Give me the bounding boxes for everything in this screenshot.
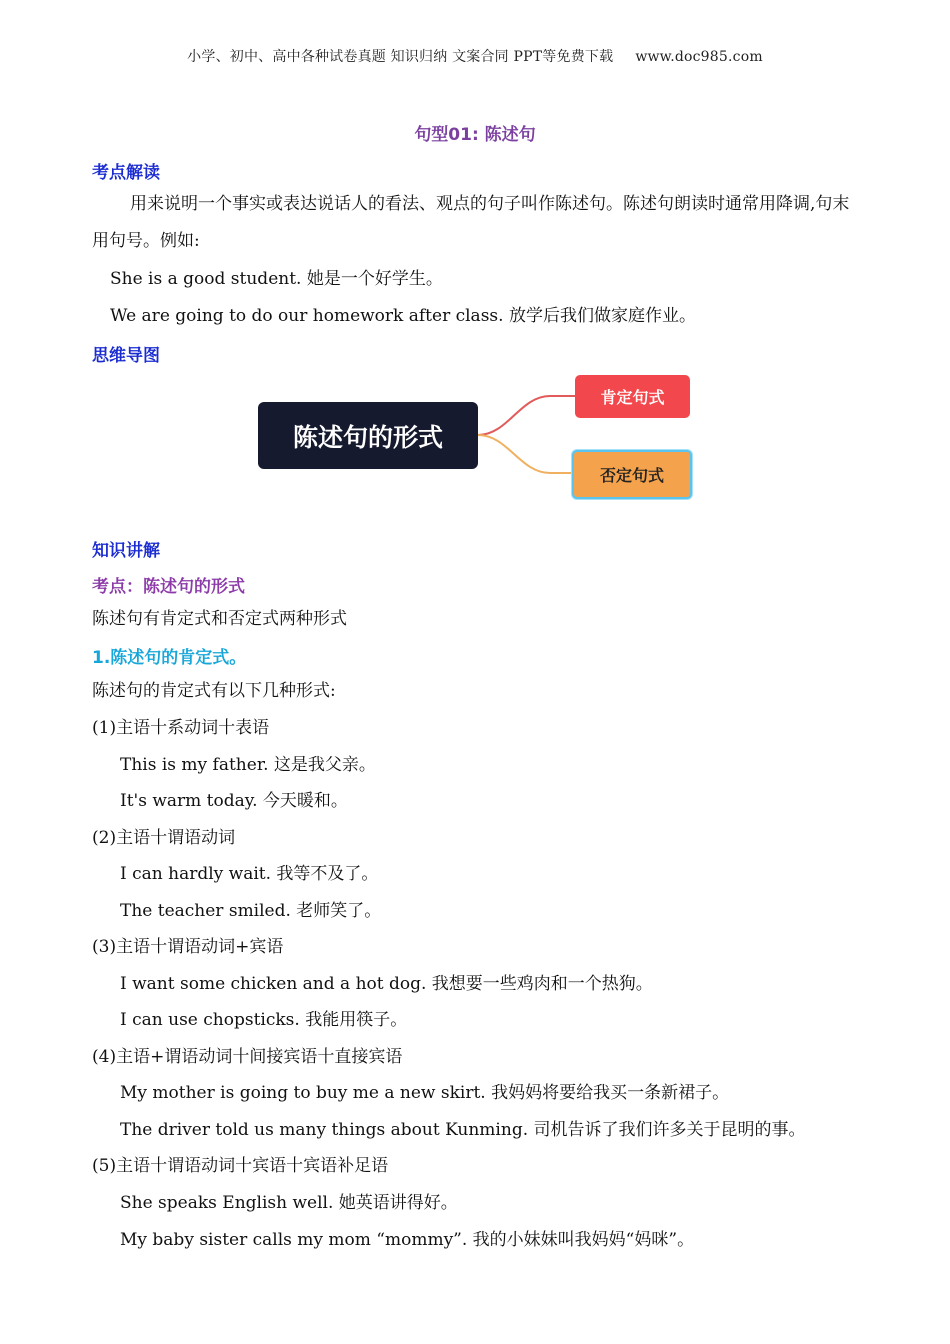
page-title: 句型01: 陈述句 [414, 125, 536, 145]
form-example: I want some chicken and a hot dog. 我想要一些鸡肉和一个热狗。 [120, 974, 653, 994]
form-example: It's warm today. 今天暖和。 [120, 791, 348, 811]
sub-heading-positive: 1.陈述句的肯定式。 [92, 648, 247, 668]
definition-paragraph: 用来说明一个事实或表达说话人的看法、观点的句子叫作陈述句。陈述句朗读时通常用降调,句末用句号。例如: [92, 194, 850, 251]
form-example: I can use chopsticks. 我能用筷子。 [120, 1010, 408, 1030]
form-label: (4)主语+谓语动词十间接宾语十直接宾语 [92, 1047, 403, 1067]
header-url[interactable]: www.doc985.com [635, 49, 763, 65]
example-sentence: She is a good student. 她是一个好学生。 [110, 269, 443, 289]
mind-map-root-node: 陈述句的形式 [258, 402, 478, 469]
form-label: (1)主语十系动词十表语 [92, 718, 270, 738]
form-example: She speaks English well. 她英语讲得好。 [120, 1193, 458, 1213]
section-heading-mindmap: 思维导图 [92, 346, 160, 366]
form-example: My mother is going to buy me a new skirt. 我妈妈将要给我买一条新裙子。 [120, 1083, 730, 1103]
form-label: (5)主语十谓语动词十宾语十宾语补足语 [92, 1156, 389, 1176]
page-header [0, 46, 950, 66]
mind-map-negative-node: 否定句式 [572, 450, 692, 499]
example-sentence: We are going to do our homework after class. 放学后我们做家庭作业。 [110, 306, 696, 326]
connector-negative [478, 435, 572, 473]
form-label: (3)主语十谓语动词+宾语 [92, 937, 284, 957]
form-example: I can hardly wait. 我等不及了。 [120, 864, 379, 884]
positive-intro: 陈述句的肯定式有以下几种形式: [92, 681, 336, 701]
knowledge-point-heading: 考点：陈述句的形式 [92, 577, 245, 597]
form-label: (2)主语十谓语动词 [92, 828, 236, 848]
form-example: The teacher smiled. 老师笑了。 [120, 901, 382, 921]
connector-positive [478, 396, 575, 435]
header-text: 小学、初中、高中各种试卷真题 知识归纳 文案合同 PPT等免费下载 [187, 49, 614, 65]
mind-map [258, 372, 698, 504]
mind-map-positive-node: 肯定句式 [575, 375, 690, 418]
section-heading-analysis: 考点解读 [92, 163, 160, 183]
form-example: This is my father. 这是我父亲。 [120, 755, 376, 775]
knowledge-intro: 陈述句有肯定式和否定式两种形式 [92, 609, 347, 629]
form-example: The driver told us many things about Kunming. 司机告诉了我们许多关于昆明的事。 [120, 1120, 806, 1140]
section-heading-knowledge: 知识讲解 [92, 541, 160, 561]
form-example: My baby sister calls my mom “mommy”. 我的小妹妹叫我妈妈“妈咪”。 [120, 1230, 695, 1250]
